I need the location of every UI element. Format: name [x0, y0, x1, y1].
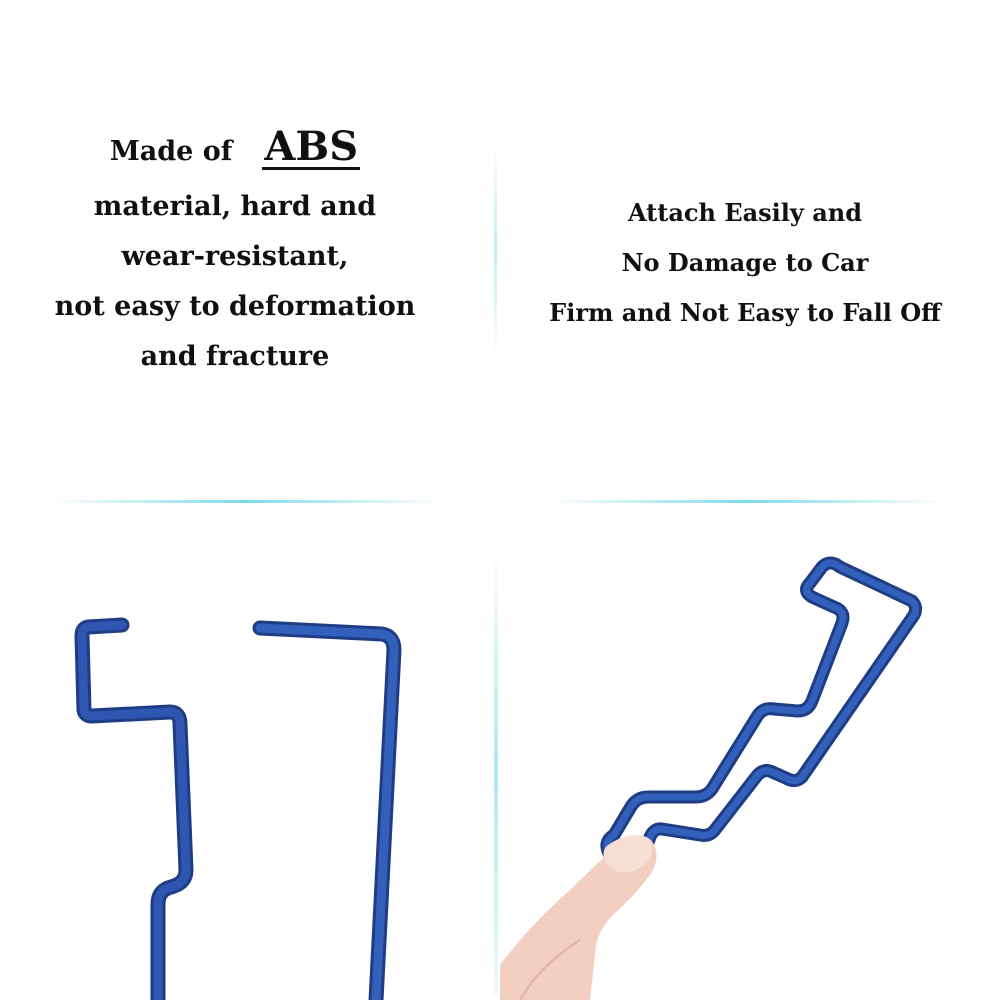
material-line-4: not easy to deformation — [54, 291, 416, 322]
bracket-photo-left — [60, 600, 440, 1000]
attach-description — [520, 188, 970, 338]
attach-line-3: Firm and Not Easy to Fall Off — [549, 298, 941, 327]
bracket-photo-right — [500, 545, 960, 1000]
material-line-5: and fracture — [140, 341, 330, 372]
attach-line-2: No Damage to Car — [621, 248, 869, 277]
material-line-1 — [20, 122, 450, 182]
horizontal-divider-right — [550, 500, 945, 503]
material-line-3: wear-resistant, — [121, 241, 349, 272]
abs-highlight: ABS — [264, 123, 359, 170]
material-description — [20, 122, 450, 382]
made-of-label: Made of — [109, 136, 233, 167]
horizontal-divider-left — [50, 500, 440, 503]
vertical-divider-top — [494, 140, 497, 360]
vertical-divider-bottom — [494, 545, 498, 995]
material-line-2: material, hard and — [93, 191, 377, 222]
attach-line-1: Attach Easily and — [627, 198, 862, 227]
